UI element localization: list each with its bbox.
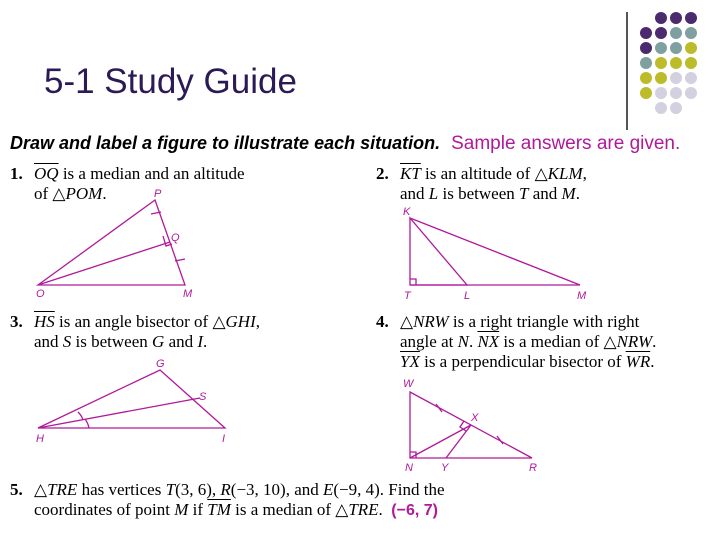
answer-5: (−6, 7) [391,502,438,519]
label-r: R [529,462,537,474]
label-q: Q [171,232,180,244]
problem-4: 4. △NRW is a right triangle with right angle at N. $\overline{NX}$ is a median of △NRW. $\overline{YX}$ is a perpendicular bisector of $\overline{WR}$. [376,312,657,371]
label-l: L [464,290,471,302]
problem-3: 3. $\overline{HS}$ is an angle bisector of △GHI, and S is between G and I. [10,312,260,351]
label-w: W [403,378,414,390]
instruction-text: Draw and label a figure to illustrate each situation. [10,133,441,153]
problem-2: 2. $\overline{KT}$ is an altitude of △KLM, and L is between T and M. [376,164,587,203]
figure-2-triangle-klm [410,218,580,285]
problem-1: 1. $\overline{OQ}$ is a median and an altitude of △POM. [10,164,245,203]
label-m2: M [577,290,587,302]
label-h: H [36,433,44,445]
figure-4-triangle-nrw [410,392,532,458]
label-i: I [222,433,226,445]
label-x: X [471,412,479,424]
label-t: T [404,290,411,302]
answer-note: Sample answers are given. [451,133,681,154]
page-title: 5-1 Study Guide [44,62,297,101]
label-g: G [156,358,165,370]
label-m1: M [183,288,193,300]
problem-5: 5. △TRE has vertices T(3, 6), R(−3, 10), and E(−9, 4). Find the coordinates of point M if $\overline{TM}$ is a median of △TRE. (−6, 7) [10,480,445,519]
label-s: S [199,391,207,403]
label-k: K [403,206,411,218]
figure-3-triangle-ghi [38,370,225,428]
label-o: O [36,288,45,300]
label-p: P [154,188,162,200]
label-y: Y [441,462,449,474]
label-n: N [405,462,413,474]
figure-1-triangle-pom [38,200,185,285]
